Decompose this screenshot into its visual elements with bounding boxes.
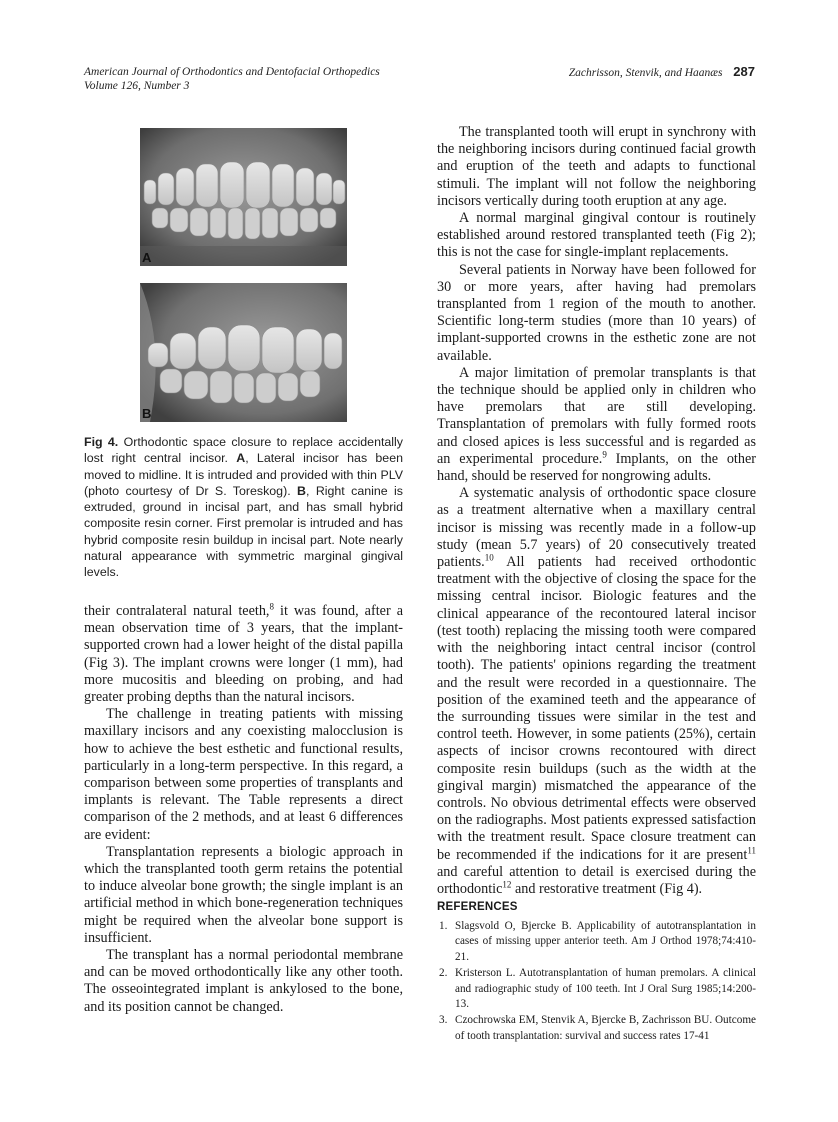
paragraph: A major limitation of premolar transplants is that the technique should be applied only in children who have premolars that are still developing. Transplantation of premolars with fully formed roots and closed apices is less successful and is regarded as an experimental procedure.$^9$ Implants, on the other hand, should be reserved for nongrowing adults. [437, 364, 756, 485]
reference-item: 1. Slagsvold O, Bjercke B. Applicability of autotransplantation in cases of missing upper anterior teeth. Am J Orthod 1978;74:410-21. [439, 920, 756, 963]
figure-4-panel-a-photo [140, 128, 347, 266]
reference-item: 3. Czochrowska EM, Stenvik A, Bjercke B, Zachrisson BU. Outcome of tooth transplantation: survival and success rates 17-41 [439, 1014, 756, 1042]
reference-item: 2. Kristerson L. Autotransplantation of human premolars. A clinical and radiographic study of 100 teeth. Int J Oral Surg 1985;14:200-13. [439, 967, 756, 1011]
caption-intro: Orthodontic space closure to replace accidentally lost right central incisor. [84, 435, 403, 466]
right-column-body [437, 124, 756, 898]
caption-a-text: , Lateral incisor has been moved to midline. It is intruded and provided with thin PLV (photo courtesy of Dr S. Toreskog). [84, 451, 403, 498]
journal-title: American Journal of Orthodontics and Dentofacial Orthopedics [84, 66, 380, 78]
paragraph: their contralateral natural teeth,$^8$ it was found, after a mean observation time of 3 years, that the implant-supported crown had a lower height of the distal papilla (Fig 3). The implant crowns were longer (1 mm), had more mucositis and bleeding on probing, and had greater probing depths than the natural incisors. [84, 601, 403, 706]
running-header-left [84, 65, 380, 93]
journal-volume: Volume 126, Number 3 [84, 80, 190, 92]
references-heading: REFERENCES [437, 901, 518, 913]
caption-a-label: A [236, 451, 246, 466]
caption-b-text: , Right canine is extruded, ground in incisal part, and has small hybrid composite resin corner. First premolar is intruded and has hybrid composite resin buildup in incisal part. Note nearly natural appearance with symmetric marginal gingival levels. [84, 483, 403, 580]
running-header-right [569, 65, 755, 80]
dental-photo-frontal-image [140, 128, 347, 266]
citation-superscript: 8 [269, 601, 274, 612]
citation-superscript: 12 [502, 879, 512, 890]
dental-photo-lateral-image [140, 283, 347, 422]
paragraph: A normal marginal gingival contour is routinely established around restored transplanted teeth (Fig 2); this is not the case for single-implant replacements. [437, 210, 756, 261]
figure-4-panel-b-photo [140, 283, 347, 422]
article-authors: Zachrisson, Stenvik, and Haanæs [568, 67, 723, 79]
paragraph: A systematic analysis of orthodontic space closure as a treatment alternative when a maxillary central incisor is missing was recently made in a follow-up study (mean 5.7 years) of 20 consecutively treated patients.$^{10}$ All patients had received orthodontic treatment with the objective of closing the space for the missing central incisor. Biologic features and the clinical appearance of the recontoured lateral incisor (test tooth) replacing the missing tooth were compared with the neighboring intact central incisor (control tooth). The patients' opinions regarding the treatment and the result were recorded in a questionnaire. The position of the examined teeth and the appearance of the surrounding tissues were similar in the test and control teeth. However, in some patients (25%), certain aspects of incisor crowns recontoured with direct composite resin buildups (such as the width at the gingival margin) mismatched the appearance of the controls. No obvious detrimental effects were observed on the radiographs. Most patients expressed satisfaction with the treatment result. Space closure treatment can be recommended if the indications for it are present$^{11}$ and careful attention to detail is exercised during the orthodontic$^{12}$ and restorative treatment (Fig 4). [437, 485, 756, 897]
panel-b-label: B [142, 406, 152, 421]
left-column-body [84, 603, 403, 1016]
citation-superscript: 9 [602, 449, 607, 460]
figure-4-caption [84, 434, 403, 581]
references-list [437, 919, 756, 1044]
caption-fig-label: Fig 4. [84, 435, 119, 449]
paragraph: Transplantation represents a biologic approach in which the transplanted tooth germ retains the potential to induce alveolar bone growth; the single implant is an artificial method in which bone-regeneration techniques might be required when the alveolar bone support is insufficient. [84, 843, 403, 946]
citation-superscript: 10 [484, 552, 494, 563]
page-number: 287 [733, 64, 755, 79]
citation-superscript: 11 [747, 844, 756, 855]
paragraph: Several patients in Norway have been followed for 30 or more years, after having had premolars transplanted from 1 region of the mouth to another. Scientific long-term studies (more than 10 years) of implant-supported crowns in the esthetic zone are not available. [437, 261, 756, 364]
paragraph: The challenge in treating patients with missing maxillary incisors and any coexisting malocclusion is how to achieve the best esthetic and functional results, particularly in a long-term perspective. In this regard, a comparison between some properties of transplants and implants is relevant. The Table represents a direct comparison of the 2 methods, and at least 6 differences are evident: [84, 706, 403, 843]
paragraph: The transplanted tooth will erupt in synchrony with the neighboring incisors during continued facial growth and eruption of the teeth and adapts to functional stimuli. The implant will not follow the neighboring incisors vertically during tooth eruption at any age. [437, 124, 756, 209]
paragraph: The transplant has a normal periodontal membrane and can be moved orthodontically like any other tooth. The osseointegrated implant is ankylosed to the bone, and its position cannot be changed. [84, 947, 403, 1015]
caption-b-label: B [297, 483, 306, 498]
panel-a-label: A [142, 250, 152, 265]
references-section [437, 901, 756, 1045]
